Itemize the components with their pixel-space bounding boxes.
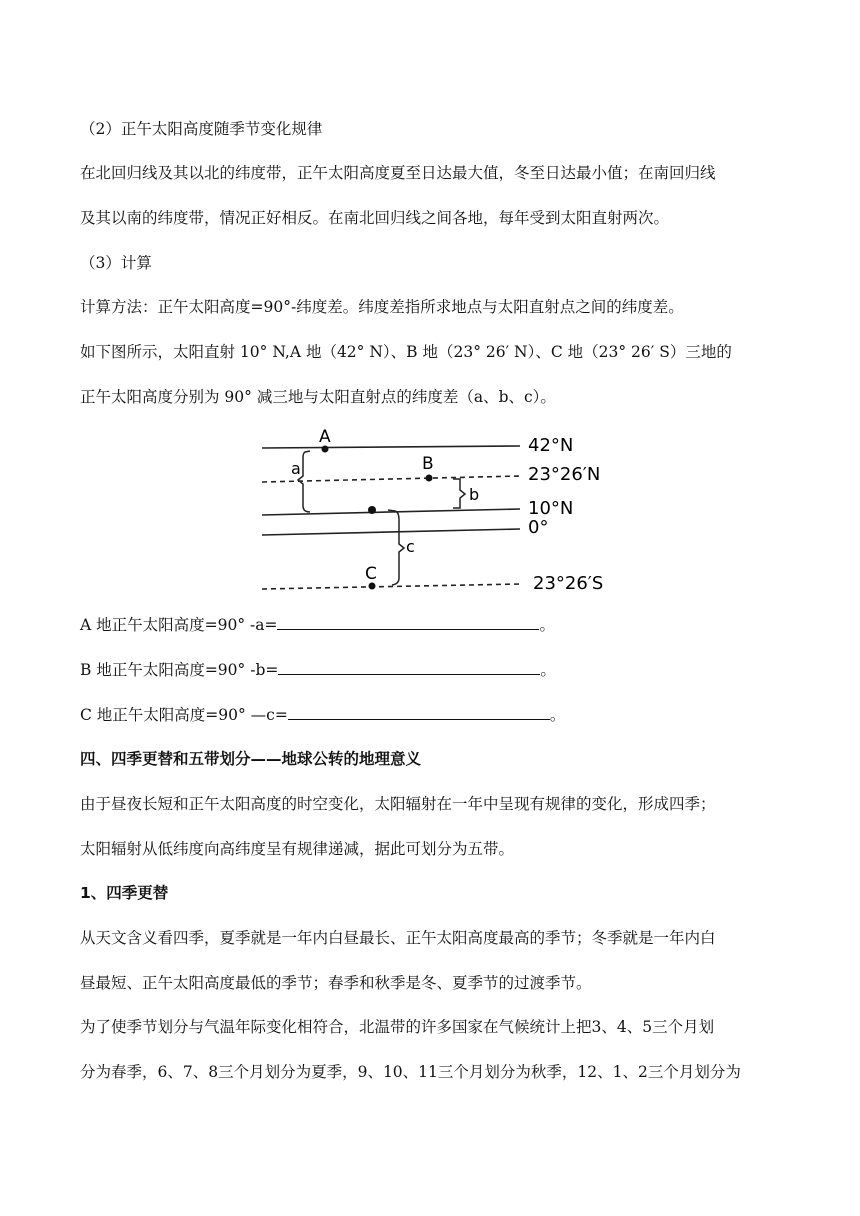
lat-label-10n: 10°N — [528, 498, 574, 519]
line-23s — [262, 584, 520, 589]
seasons-paragraph-2-line-1: 为了使季节划分与气温年际变化相符合，北温带的许多国家在气候统计上把3、4、5三个月划 — [80, 1018, 715, 1036]
point-label-b: B — [422, 454, 434, 474]
point-label-c: C — [365, 564, 377, 584]
section-2-paragraph-line-2: 及其以南的纬度带，情况正好相反。在南北回归线之间各地，每年受到太阳直射两次。 — [80, 209, 670, 227]
answer-b-blank[interactable] — [278, 659, 540, 675]
line-42n — [262, 446, 520, 448]
method-text: 计算方法：正午太阳高度=90°-纬度差。纬度差指所求地点与太阳直射点之间的纬度差。 — [80, 298, 684, 316]
lat-label-equator: 0° — [528, 517, 549, 538]
section-3-heading: （3）计算 — [80, 254, 152, 272]
brace-b — [453, 479, 465, 508]
answer-line-c — [80, 704, 785, 726]
seasons-paragraph-2-line-2: 分为春季，6、7、8三个月划分为夏季，9、10、11三个月划分为秋季，12、1、2三个月划分为 — [80, 1063, 741, 1081]
answer-line-a — [80, 614, 785, 636]
point-b — [426, 475, 433, 482]
answer-c-blank[interactable] — [288, 704, 550, 720]
answer-a-blank[interactable] — [277, 614, 539, 630]
section-2-heading: （2）正午太阳高度随季节变化规律 — [80, 120, 323, 138]
section-4-paragraph-line-1: 由于昼夜长短和正午太阳高度的时空变化，太阳辐射在一年中呈现有规律的变化，形成四季； — [80, 795, 716, 813]
section-4-paragraph-line-2: 太阳辐射从低纬度向高纬度呈有规律递减，据此可划分为五带。 — [80, 840, 515, 858]
answer-b-prefix: B 地正午太阳高度=90° -b= — [80, 661, 279, 679]
brace-label-a: a — [291, 459, 301, 478]
lat-label-23n: 23°26′N — [528, 464, 601, 485]
point-label-a: A — [319, 428, 331, 447]
answer-c-prefix: C 地正午太阳高度=90° —c= — [80, 706, 288, 724]
brace-label-c: c — [406, 537, 415, 556]
seasons-paragraph-1-line-1: 从天文含义看四季，夏季就是一年内白昼最长、正午太阳高度最高的季节；冬季就是一年内白 — [80, 929, 716, 947]
lat-label-23s: 23°26′S — [533, 573, 604, 594]
brace-label-b: b — [469, 485, 480, 504]
latitude-diagram — [258, 428, 608, 596]
section-4-heading: 四、四季更替和五带划分——地球公转的地理意义 — [80, 750, 422, 768]
answer-c-suffix: 。 — [549, 706, 566, 724]
brace-c — [388, 510, 404, 585]
answer-line-b — [80, 659, 785, 681]
answer-a-prefix: A 地正午太阳高度=90° -a= — [80, 616, 278, 634]
answer-a-suffix: 。 — [539, 616, 555, 634]
example-text-line-2: 正午太阳高度分别为 90° 减三地与太阳直射点的纬度差（a、b、c）。 — [80, 388, 556, 406]
subsection-1-heading: 1、四季更替 — [80, 884, 169, 902]
seasons-paragraph-1-line-2: 昼最短、正午太阳高度最低的季节；春季和秋季是冬、夏季节的过渡季节。 — [80, 974, 592, 992]
example-text-line-1: 如下图所示，太阳直射 10° N,A 地（42° N）、B 地（23° 26′ N）、C 地（23° 26′ S）三地的 — [80, 343, 732, 361]
point-subsolar — [368, 506, 376, 514]
answer-b-suffix: 。 — [540, 661, 556, 679]
line-equator — [262, 529, 520, 535]
lat-label-42n: 42°N — [528, 435, 574, 456]
section-2-paragraph-line-1: 在北回归线及其以北的纬度带，正午太阳高度夏至日达最大值，冬至日达最小值；在南回归线 — [80, 164, 716, 182]
